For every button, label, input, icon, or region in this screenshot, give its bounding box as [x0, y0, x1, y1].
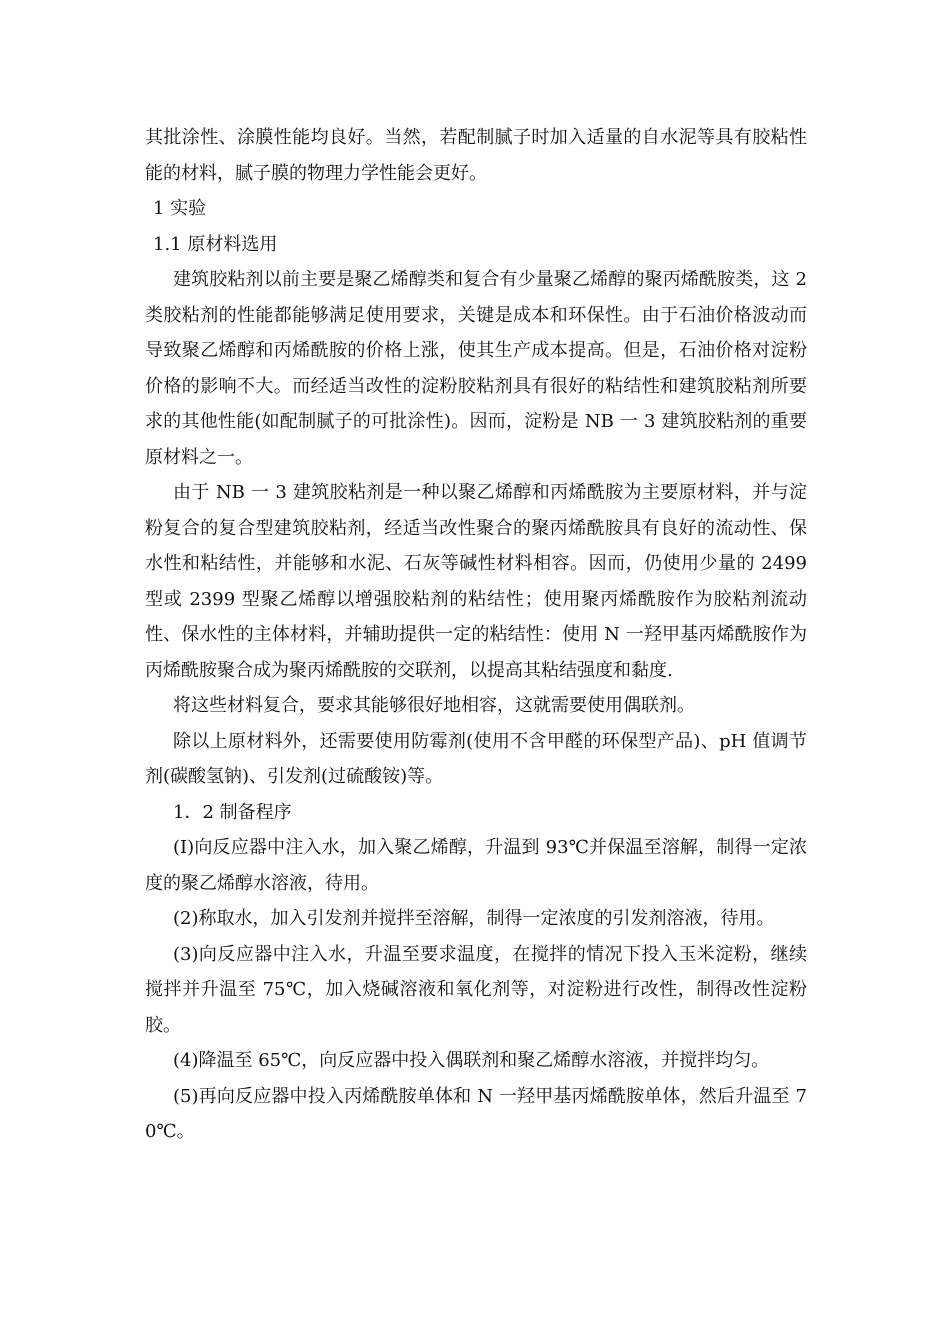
paragraph-nb3-composition: 由于 NB 一 3 建筑胶粘剂是一种以聚乙烯醇和丙烯酰胺为主要原材料，并与淀粉复合的复合型建筑胶粘剂，经适当改性聚合的聚丙烯酰胺具有良好的流动性、保水性和粘结性，并能够和水泥、石灰等碱性材料相容。因而，仍使用少量的 2499 型或 2399 型聚乙烯醇以增强胶粘剂的粘结性；使用聚丙烯酰胺作为胶粘剂流动性、保水性的主体材料，并辅助提供一定的粘结性：使用 N 一羟甲基丙烯酰胺作为丙烯酰胺聚合成为聚丙烯酰胺的交联剂，以提高其粘结强度和黏度. [145, 482, 807, 681]
paragraph-coupling-agent: 将这些材料复合，要求其能够很好地相容，这就需要使用偶联剂。 [173, 695, 695, 716]
procedure-step-1: (I)向反应器中注入水，加入聚乙烯醇，升温到 93℃并保温至溶解，制得一定浓度的聚乙烯醇水溶液，待用。 [145, 837, 807, 894]
subsection-heading-procedure: 1．2 制备程序 [173, 801, 292, 823]
paragraph-other-materials: 除以上原材料外，还需要使用防霉剂(使用不含甲醛的环保型产品)、pH 值调节剂(碳酸氢钠)、引发剂(过硫酸铵)等。 [145, 730, 807, 787]
procedure-step-4: (4)降温至 65℃，向反应器中投入偶联剂和聚乙烯醇水溶液，并搅拌均匀。 [173, 1050, 770, 1071]
procedure-step-3: (3)向反应器中注入水，升温至要求温度，在搅拌的情况下投入玉米淀粉，继续搅拌并升温至 75℃，加入烧碱溶液和氧化剂等，对淀粉进行改性，制得改性淀粉胶。 [145, 943, 807, 1036]
section-heading-experiment: 1 实验 [153, 198, 207, 219]
subsection-heading-materials: 1.1 原材料选用 [153, 233, 278, 255]
procedure-step-2: (2)称取水，加入引发剂并搅拌至溶解，制得一定浓度的引发剂溶液，待用。 [173, 908, 775, 929]
procedure-step-5: (5)再向反应器中投入丙烯酰胺单体和 N 一羟甲基丙烯酰胺单体，然后升温至 70℃。 [145, 1085, 807, 1142]
document-body [145, 120, 807, 1150]
paragraph-adhesive-background: 建筑胶粘剂以前主要是聚乙烯醇类和复合有少量聚乙烯醇的聚丙烯酰胺类，这 2 类胶粘剂的性能都能够满足使用要求，关键是成本和环保性。由于石油价格波动而导致聚乙烯醇和丙烯酰胺的价格上涨，使其生产成本提高。但是，石油价格对淀粉价格的影响不大。而经适当改性的淀粉胶粘剂具有很好的粘结性和建筑胶粘剂所要求的其他性能(如配制腻子的可批涂性)。因而，淀粉是 NB 一 3 建筑胶粘剂的重要原材料之一。 [145, 269, 807, 468]
paragraph-continuation: 其批涂性、涂膜性能均良好。当然，若配制腻子时加入适量的自水泥等具有胶粘性能的材料，腻子膜的物理力学性能会更好。 [145, 127, 807, 184]
